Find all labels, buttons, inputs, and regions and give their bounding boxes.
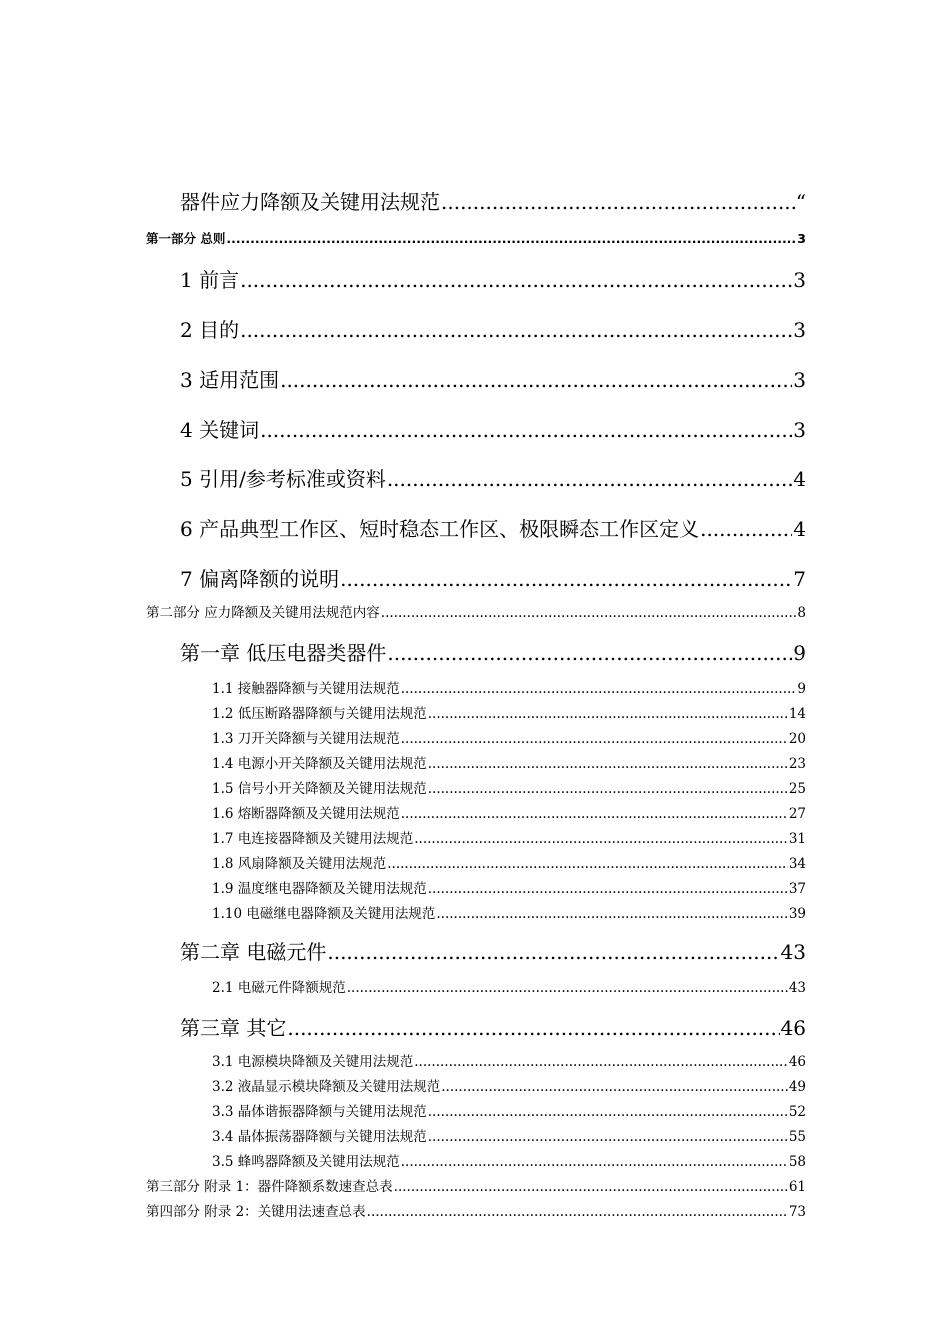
toc-entry-label: 1.5 信号小开关降额及关键用法规范 bbox=[212, 781, 427, 797]
toc-entry-label: 1.4 电源小开关降额及关键用法规范 bbox=[212, 756, 427, 772]
toc-entry-label: 1.1 接触器降额与关键用法规范 bbox=[212, 681, 400, 697]
toc-leader bbox=[428, 1104, 788, 1120]
toc-entry-label: 3.5 蜂鸣器降额及关键用法规范 bbox=[212, 1154, 400, 1170]
toc-entry-page: 43 bbox=[780, 940, 806, 964]
toc-entry[interactable] bbox=[212, 752, 806, 772]
toc-entry-label: 1 前言 bbox=[180, 268, 240, 292]
toc-entry-page: 37 bbox=[788, 881, 806, 897]
toc-leader bbox=[414, 831, 788, 847]
toc-entry-label: 4 关键词 bbox=[180, 418, 260, 442]
toc-leader bbox=[414, 1054, 788, 1070]
toc-entry-page: 7 bbox=[793, 567, 806, 591]
toc-entry-page: 3 bbox=[793, 318, 806, 342]
toc-title-row[interactable] bbox=[180, 186, 806, 215]
toc-leader bbox=[287, 1016, 779, 1040]
toc-entry-page: 3 bbox=[793, 268, 806, 292]
toc-entry[interactable] bbox=[212, 827, 806, 847]
toc-entry-label: 第三部分 附录 1：器件降额系数速查总表 bbox=[146, 1179, 393, 1195]
toc-entry-page: 4 bbox=[793, 517, 806, 541]
toc-leader bbox=[367, 1204, 788, 1220]
toc-leader bbox=[428, 781, 788, 797]
toc-entry-label: 2.1 电磁元件降额规范 bbox=[212, 980, 346, 996]
toc-leader bbox=[428, 706, 788, 722]
toc-entry-page: 4 bbox=[793, 467, 806, 491]
toc-entry-label: 第一部分 总则 bbox=[146, 231, 226, 246]
toc-entry-page: 9 bbox=[797, 681, 806, 697]
toc-leader bbox=[441, 1079, 788, 1095]
toc-leader bbox=[401, 731, 788, 747]
toc-leader bbox=[387, 856, 788, 872]
toc-entry[interactable] bbox=[180, 414, 806, 443]
toc-entry[interactable] bbox=[212, 802, 806, 822]
toc-entry-label: 第三章 其它 bbox=[180, 1016, 287, 1040]
toc-title: 器件应力降额及关键用法规范 bbox=[180, 190, 440, 214]
toc-entry-label: 1.3 刀开关降额与关键用法规范 bbox=[212, 731, 400, 747]
toc-entry-label: 1.9 温度继电器降额及关键用法规范 bbox=[212, 881, 427, 897]
toc-entry-page: 20 bbox=[788, 731, 806, 747]
toc-entry-page: 39 bbox=[788, 906, 806, 922]
toc-entry-label: 第二部分 应力降额及关键用法规范内容 bbox=[146, 605, 380, 621]
toc-entry[interactable] bbox=[212, 1125, 806, 1145]
toc-leader bbox=[401, 1154, 788, 1170]
toc-entry-page: 46 bbox=[780, 1016, 806, 1040]
toc-entry-page: 25 bbox=[788, 781, 806, 797]
toc-entry-label: 1.6 熔断器降额及关键用法规范 bbox=[212, 806, 400, 822]
toc-entry-page: 58 bbox=[788, 1154, 806, 1170]
toc-entry-label: 1.8 风扇降额及关键用法规范 bbox=[212, 856, 387, 872]
toc-entry-page: 14 bbox=[788, 706, 806, 722]
toc-leader bbox=[428, 1129, 788, 1145]
toc-leader bbox=[340, 567, 792, 591]
toc-entry[interactable] bbox=[180, 513, 806, 542]
toc-entry-label: 第一章 低压电器类器件 bbox=[180, 641, 387, 665]
toc-entry-page: 27 bbox=[788, 806, 806, 822]
toc-entry[interactable] bbox=[212, 1100, 806, 1120]
toc-entry-page: 61 bbox=[788, 1179, 806, 1195]
toc-entry[interactable] bbox=[212, 852, 806, 872]
toc-entry[interactable] bbox=[180, 936, 806, 965]
toc-entry-label: 7 偏离降额的说明 bbox=[180, 567, 340, 591]
toc-entry[interactable] bbox=[212, 727, 806, 747]
toc-entry-label: 2 目的 bbox=[180, 318, 240, 342]
toc-entry[interactable] bbox=[180, 637, 806, 666]
toc-entry-page: 9 bbox=[793, 641, 806, 665]
toc-entry-label: 3.3 晶体谐振器降额与关键用法规范 bbox=[212, 1104, 427, 1120]
toc-entry[interactable] bbox=[180, 463, 806, 492]
toc-entry-label: 3.4 晶体振荡器降额与关键用法规范 bbox=[212, 1129, 427, 1145]
toc-entry[interactable] bbox=[146, 229, 806, 247]
toc-leader bbox=[327, 940, 779, 964]
toc-leader bbox=[428, 756, 788, 772]
toc-leader bbox=[280, 368, 792, 392]
toc-leader bbox=[441, 190, 795, 214]
toc-leader bbox=[260, 418, 792, 442]
toc-entry[interactable] bbox=[212, 777, 806, 797]
toc-leader bbox=[226, 231, 796, 246]
toc-entry-label: 6 产品典型工作区、短时稳态工作区、极限瞬态工作区定义 bbox=[180, 517, 700, 541]
toc-leader bbox=[381, 605, 797, 621]
toc-entry[interactable] bbox=[212, 976, 806, 996]
toc-entry[interactable] bbox=[146, 1200, 806, 1220]
toc-entry[interactable] bbox=[180, 364, 806, 393]
toc-entry-page: 3 bbox=[793, 368, 806, 392]
toc-title-page: “ bbox=[795, 190, 806, 214]
toc-entry-label: 1.2 低压断路器降额与关键用法规范 bbox=[212, 706, 427, 722]
toc-leader bbox=[401, 806, 788, 822]
toc-entry-page: 52 bbox=[788, 1104, 806, 1120]
toc-leader bbox=[387, 467, 792, 491]
toc-entry[interactable] bbox=[212, 902, 806, 922]
toc-entry-label: 3.1 电源模块降额及关键用法规范 bbox=[212, 1054, 414, 1070]
toc-entry[interactable] bbox=[146, 1175, 806, 1195]
toc-leader bbox=[436, 906, 787, 922]
toc-entry-label: 第四部分 附录 2：关键用法速查总表 bbox=[146, 1204, 366, 1220]
toc-leader bbox=[401, 681, 797, 697]
toc-entry[interactable] bbox=[212, 677, 806, 697]
toc-entry[interactable] bbox=[180, 314, 806, 343]
toc-entry-page: 46 bbox=[788, 1054, 806, 1070]
toc-leader bbox=[240, 318, 792, 342]
toc-entry[interactable] bbox=[212, 1150, 806, 1170]
toc-entry[interactable] bbox=[212, 1050, 806, 1070]
toc-entry[interactable] bbox=[180, 1012, 806, 1041]
toc-entry[interactable] bbox=[212, 1075, 806, 1095]
toc-leader bbox=[428, 881, 788, 897]
toc-entry-label: 1.10 电磁继电器降额及关键用法规范 bbox=[212, 906, 436, 922]
toc-entry-label: 3 适用范围 bbox=[180, 368, 280, 392]
toc-entry-page: 31 bbox=[788, 831, 806, 847]
toc-entry-page: 55 bbox=[788, 1129, 806, 1145]
toc-entry[interactable] bbox=[180, 563, 806, 592]
toc-leader bbox=[394, 1179, 788, 1195]
toc-entry-page: 73 bbox=[788, 1204, 806, 1220]
toc-entry[interactable] bbox=[180, 264, 806, 293]
toc-entry-page: 43 bbox=[788, 980, 806, 996]
toc-leader bbox=[240, 268, 792, 292]
toc-entry-label: 1.7 电连接器降额及关键用法规范 bbox=[212, 831, 414, 847]
toc-entry-label: 3.2 液晶显示模块降额及关键用法规范 bbox=[212, 1079, 441, 1095]
toc-leader bbox=[347, 980, 788, 996]
toc-leader bbox=[700, 517, 792, 541]
toc-entry-page: 3 bbox=[793, 418, 806, 442]
toc-entry-page: 49 bbox=[788, 1079, 806, 1095]
toc-entry-page: 23 bbox=[788, 756, 806, 772]
toc-entry[interactable] bbox=[212, 877, 806, 897]
toc-entry-page: 8 bbox=[797, 605, 806, 621]
toc-entry-label: 5 引用/参考标准或资料 bbox=[180, 467, 386, 491]
toc-entry-page: 3 bbox=[797, 231, 806, 246]
toc-entry[interactable] bbox=[212, 702, 806, 722]
toc-entry[interactable] bbox=[146, 601, 806, 621]
toc-entry-page: 34 bbox=[788, 856, 806, 872]
toc-entry-label: 第二章 电磁元件 bbox=[180, 940, 327, 964]
toc-leader bbox=[387, 641, 792, 665]
